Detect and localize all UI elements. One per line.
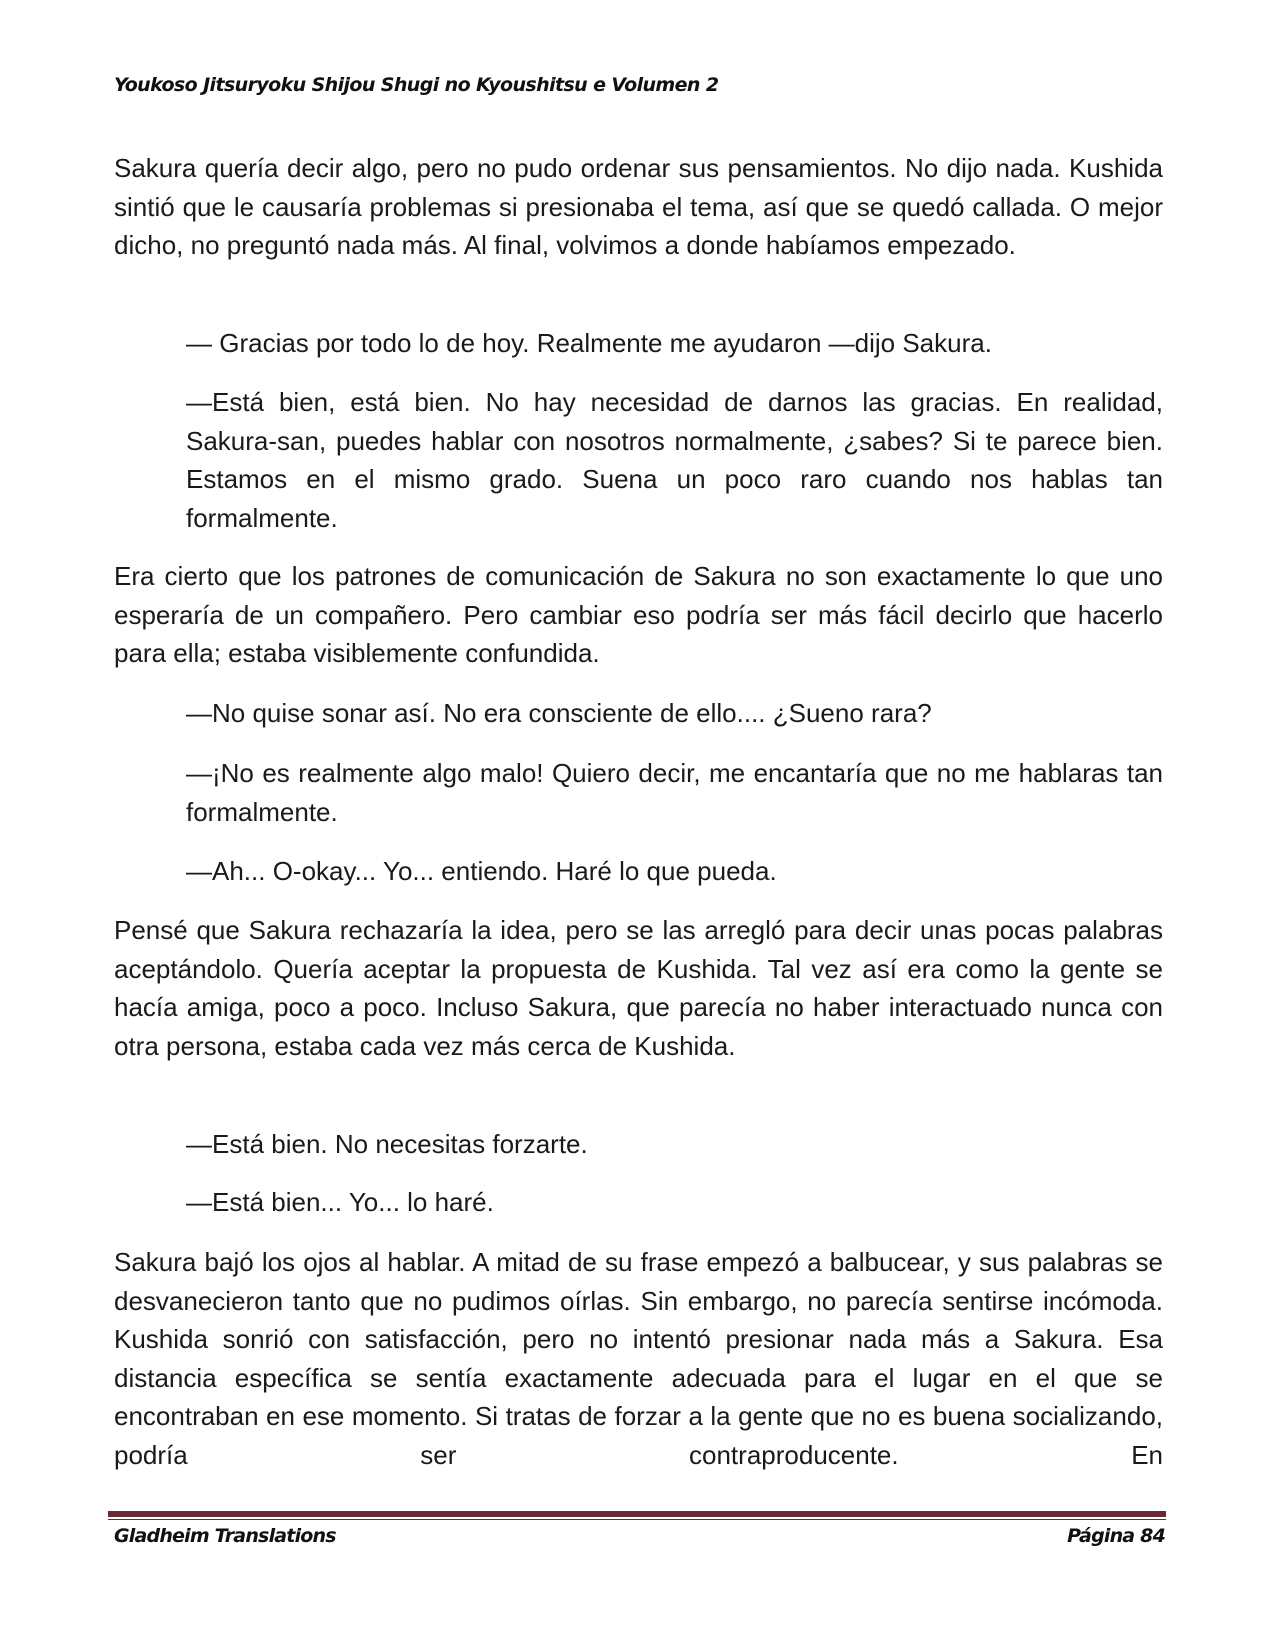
running-header: Youkoso Jitsuryoku Shijou Shugi no Kyoushitsu e Volumen 2 bbox=[114, 74, 719, 96]
paragraph: Sakura bajó los ojos al hablar. A mitad de su frase empezó a balbucear, y sus palabras se desvanecieron tanto que no pudimos oírlas. Sin embargo, no parecía sentirse incómoda. Kushida sonrió con satisfacción, pero no intentó presionar nada más a Sakura. Esa distancia específica se sentía exactamente adecuada para el lugar en el que se encontraban en ese momento. Si tratas de forzar a la gente que no es buena socializando, podría ser contraproducente. En bbox=[114, 1247, 1163, 1470]
dialogue-line: —Está bien... Yo... lo haré. bbox=[186, 1187, 494, 1217]
dialogue-line: —¡No es realmente algo malo! Quiero decir, me encantaría que no me hablaras tan formalmente. bbox=[186, 758, 1163, 827]
dialogue-line: —Ah... O-okay... Yo... entiendo. Haré lo que pueda. bbox=[186, 856, 777, 886]
paragraph: Pensé que Sakura rechazaría la idea, pero se las arregló para decir unas pocas palabras aceptándolo. Quería aceptar la propuesta de Kushida. Tal vez así era como la gente se hacía amiga, poco a poco. Incluso Sakura, que parecía no haber interactuado nunca con otra persona, estaba cada vez más cerca de Kushida. bbox=[114, 915, 1163, 1061]
page-number: Página 84 bbox=[1067, 1525, 1165, 1547]
dialogue-line: —No quise sonar así. No era consciente de ello.... ¿Sueno rara? bbox=[186, 698, 932, 728]
footer-rule-thin bbox=[108, 1519, 1166, 1520]
dialogue-line: —Está bien, está bien. No hay necesidad de darnos las gracias. En realidad, Sakura-san, puedes hablar con nosotros normalmente, ¿sabes? Si te parece bien. Estamos en el mismo grado. Suena un poco raro cuando nos hablas tan formalmente. bbox=[186, 387, 1163, 533]
footer-rule bbox=[108, 1511, 1166, 1517]
dialogue-line: — Gracias por todo lo de hoy. Realmente me ayudaron —dijo Sakura. bbox=[186, 328, 992, 358]
dialogue-line: —Está bien. No necesitas forzarte. bbox=[186, 1129, 588, 1159]
footer-translator: Gladheim Translations bbox=[114, 1525, 336, 1547]
paragraph: Era cierto que los patrones de comunicación de Sakura no son exactamente lo que uno esperaría de un compañero. Pero cambiar eso podría ser más fácil decirlo que hacerlo para ella; estaba visiblemente confundida. bbox=[114, 561, 1163, 668]
paragraph: Sakura quería decir algo, pero no pudo ordenar sus pensamientos. No dijo nada. Kushida sintió que le causaría problemas si presionaba el tema, así que se quedó callada. O mejor dicho, no preguntó nada más. Al final, volvimos a donde habíamos empezado. bbox=[114, 153, 1163, 260]
